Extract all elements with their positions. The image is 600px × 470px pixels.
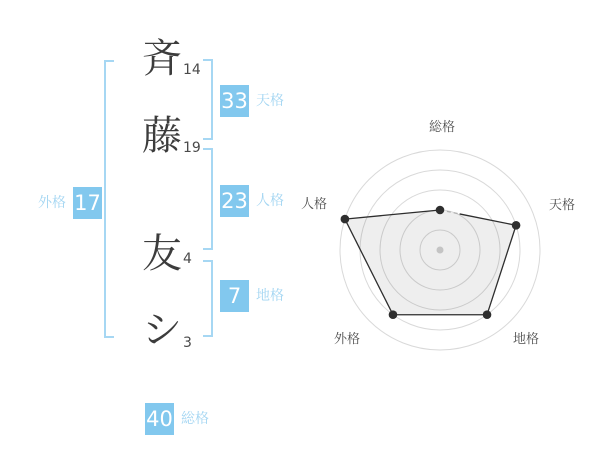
radar-axis-label-jinkaku: 人格 [300, 197, 327, 212]
chikaku-value-badge: 7 [220, 280, 249, 312]
chikaku-group [220, 280, 284, 312]
radar-chart [295, 105, 595, 365]
soukaku-group [145, 403, 209, 435]
given-character-1-stroke-count: 4 [183, 251, 192, 267]
radar-axis-label-chikaku: 地格 [512, 332, 539, 347]
surname-character-1-stroke-count: 14 [183, 62, 201, 78]
jinkaku-group [220, 185, 284, 217]
radar-axis-label-soukaku: 総格 [428, 120, 455, 135]
gaikaku-group [38, 187, 102, 219]
radar-axis-label-gaikaku: 外格 [333, 332, 360, 347]
jinkaku-value-badge: 23 [220, 185, 249, 217]
gaikaku-value-badge: 17 [73, 187, 102, 219]
radar-chart-canvas [295, 105, 595, 365]
surname-character-2-stroke-count: 19 [183, 140, 201, 156]
soukaku-label: 総格 [181, 411, 209, 427]
given-character-2-stroke-count: 3 [183, 335, 192, 351]
jinkaku-label: 人格 [256, 193, 284, 209]
tenkaku-label: 天格 [256, 93, 284, 109]
tenkaku-value-badge: 33 [220, 85, 249, 117]
given-character-1: 友 [142, 231, 182, 277]
soukaku-value-badge: 40 [145, 403, 174, 435]
gaikaku-bracket [104, 60, 114, 338]
chikaku-bracket [203, 260, 213, 337]
chikaku-label: 地格 [256, 288, 284, 304]
given-character-2: シ [142, 307, 182, 353]
tenkaku-group [220, 85, 284, 117]
surname-character-2: 藤 [142, 113, 182, 159]
gaikaku-label: 外格 [38, 195, 66, 211]
surname-character-1: 斉 [142, 36, 182, 82]
jinkaku-bracket [203, 148, 213, 250]
tenkaku-bracket [203, 59, 213, 140]
radar-axis-label-tenkaku: 天格 [548, 198, 575, 213]
